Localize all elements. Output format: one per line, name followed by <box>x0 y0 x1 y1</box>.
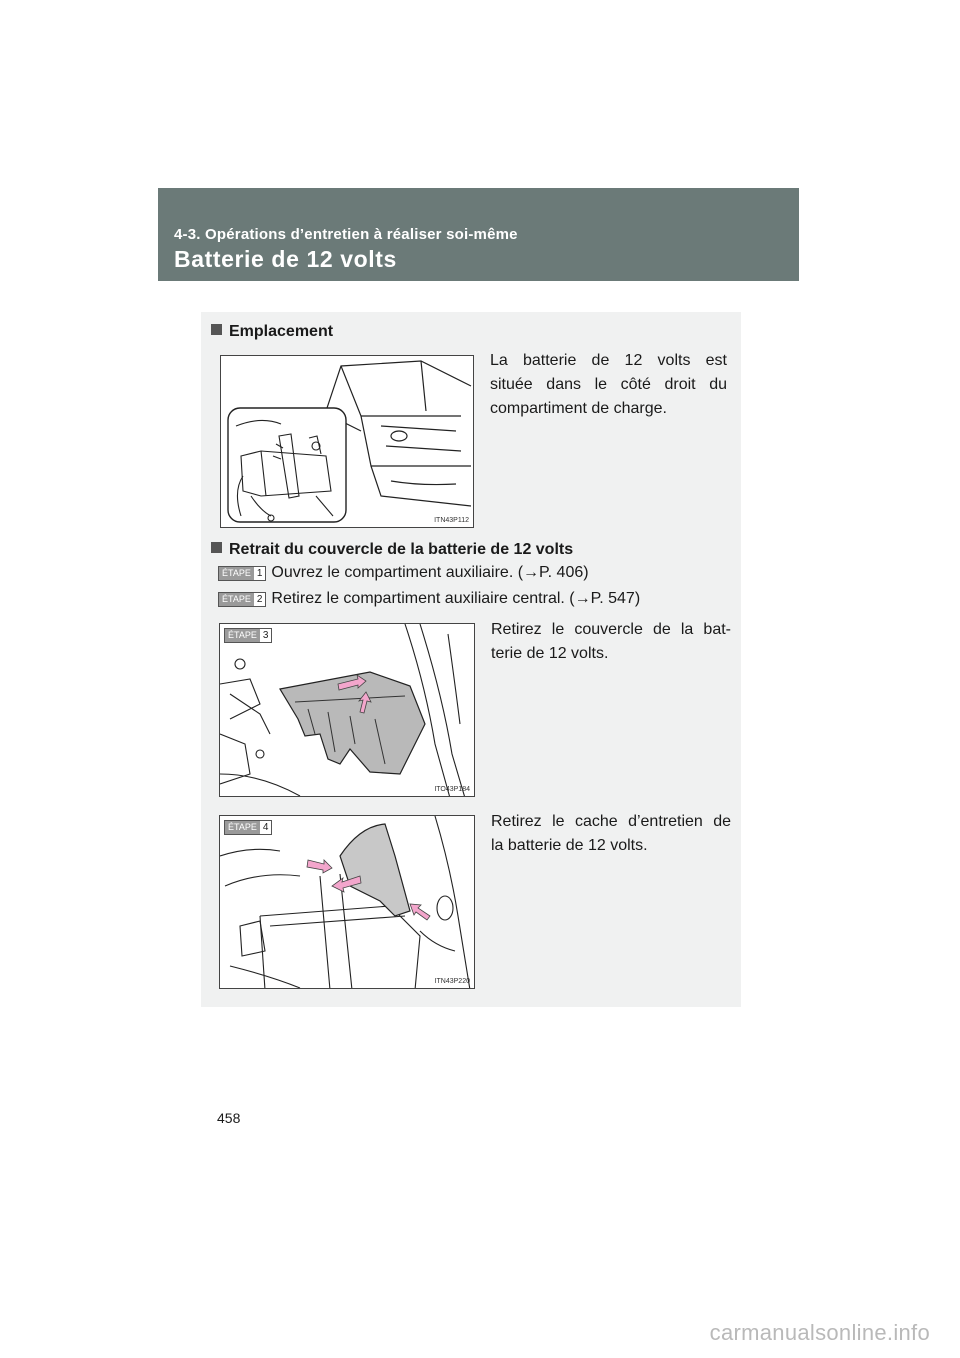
section-header <box>158 188 799 281</box>
step-badge <box>218 566 266 581</box>
page-title: Batterie de 12 volts <box>174 246 397 272</box>
text-line: Retirez le couvercle de la bat- <box>491 621 731 638</box>
step-text: Ouvrez le compartiment auxiliaire. (→P. 406) <box>271 564 589 581</box>
figure-step-4 <box>219 815 475 989</box>
step-badge-number: 3 <box>260 629 272 642</box>
maintenance-cover-illustration <box>220 816 475 989</box>
watermark: carmanualsonline.info <box>709 1320 930 1345</box>
step-badge <box>224 820 272 835</box>
step-2 <box>218 590 640 608</box>
figure-code: ITO43P184 <box>434 786 470 793</box>
text-line: Retirez le cache d’entretien de <box>491 813 731 830</box>
text-line: terie de 12 volts. <box>491 645 609 662</box>
step-badge <box>218 592 266 607</box>
figure-step-3 <box>219 623 475 797</box>
step-4-text <box>491 810 731 858</box>
square-bullet-icon <box>211 542 222 553</box>
step-badge-number: 4 <box>260 821 272 834</box>
text-line: située dans le côté droit du <box>490 376 727 393</box>
square-bullet-icon <box>211 324 222 335</box>
step-badge-number: 2 <box>254 593 266 606</box>
figure-code: ITN43P220 <box>434 978 470 985</box>
figure-code: ITN43P112 <box>434 517 469 524</box>
text-line: La batterie de 12 volts est <box>490 352 727 369</box>
text-line: compartiment de charge. <box>490 400 667 417</box>
step-1 <box>218 564 589 582</box>
step-3-text <box>491 618 731 666</box>
emplacement-text <box>490 349 727 421</box>
retrait-heading-text: Retrait du couvercle de la batterie de 12 volts <box>229 541 574 558</box>
step-badge <box>224 628 272 643</box>
step-badge-word: ÉTAPE <box>225 821 260 834</box>
step-badge-word: ÉTAPE <box>219 567 254 580</box>
step-text: Retirez le compartiment auxiliaire central. (→P. 547) <box>271 590 641 607</box>
emplacement-heading-text: Emplacement <box>229 323 334 340</box>
section-title: 4-3. Opérations d’entretien à réaliser soi-même <box>174 226 518 243</box>
retrait-heading <box>211 541 573 559</box>
step-badge-word: ÉTAPE <box>225 629 260 642</box>
battery-cover-illustration <box>220 624 475 797</box>
page-number: 458 <box>217 1110 241 1126</box>
content-panel <box>201 312 741 1007</box>
car-trunk-illustration <box>221 356 474 528</box>
figure-emplacement <box>220 355 474 528</box>
step-badge-word: ÉTAPE <box>219 593 254 606</box>
step-badge-number: 1 <box>254 567 266 580</box>
text-line: la batterie de 12 volts. <box>491 837 648 854</box>
emplacement-heading <box>211 323 333 341</box>
